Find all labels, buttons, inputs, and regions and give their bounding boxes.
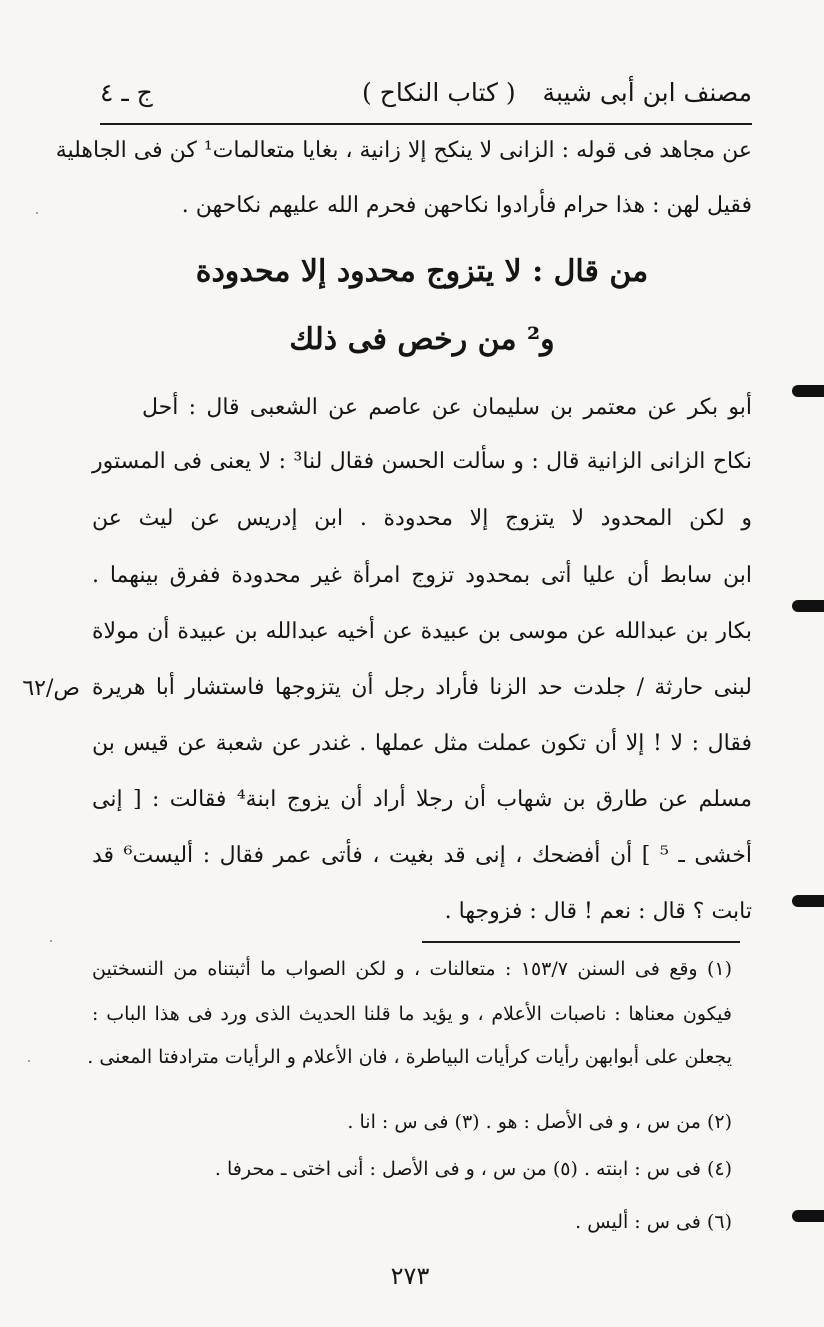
running-header bbox=[92, 72, 752, 118]
footnote-line: یجعلن علی أبوابهن رأیات کرأیات البیاطرة ، فان الأعلام و الرأیات مترادفتا المعنى . bbox=[87, 1046, 732, 1068]
paragraph-line: أخشى ـ ⁵ ] أن أفضحك ، إنی قد بغیت ، فأتى عمر فقال : ألیست⁶ قد bbox=[92, 843, 753, 868]
footnote-separator bbox=[422, 941, 740, 943]
page-number: ٢٧٣ bbox=[390, 1262, 430, 1290]
footnote-line: (١) وقع فی السنن ١٥٣/٧ : متعالنات ، و لکن الصواب ما أثبتناه من النسختین bbox=[92, 958, 732, 980]
scan-speck bbox=[50, 940, 52, 942]
binding-mark bbox=[792, 385, 824, 397]
paragraph-line: أبو بکر عن معتمر بن سلیمان عن عاصم عن الشعبی قال : أحل bbox=[142, 395, 752, 420]
paragraph-line: بکار بن عبدالله عن موسى بن عبیدة عن أخیه عبدالله بن عبیدة أن مولاة bbox=[92, 619, 752, 644]
paragraph-line: و لکن المحدود لا یتزوج إلا محدودة . ابن إدریس عن لیث عن bbox=[92, 506, 752, 531]
paragraph-line: ابن سابط أن علیا أتی بمحدود تزوج امرأة غیر محدودة ففرق بینهما . bbox=[92, 563, 752, 588]
section-title: ( کتاب النکاح ) bbox=[362, 78, 516, 107]
chapter-heading: من قال : لا یتزوج محدود إلا محدودة bbox=[195, 254, 649, 289]
binding-mark bbox=[792, 600, 824, 612]
binding-mark bbox=[792, 1210, 824, 1222]
footnote-line: فیکون معناها : ناصبات الأعلام ، و یؤید ما قلنا الحدیث الذی ورد فی هذا الباب : bbox=[92, 1003, 732, 1025]
scan-speck bbox=[36, 212, 38, 214]
text-line: فقیل لهن : هذا حرام فأرادوا نکاحهن فحرم الله علیهم نکاحهن . bbox=[181, 193, 752, 218]
book-title: مصنف ابن أبی شیبة bbox=[542, 78, 752, 107]
binding-mark bbox=[792, 895, 824, 907]
footnote-line: (٤) فی س : ابنته . (٥) من س ، و فی الأصل : أنی اختی ـ محرفا . bbox=[214, 1158, 732, 1180]
paragraph-line: لبنی حارثة / جلدت حد الزنا فأراد رجل أن یتزوجها فاستشار أبا هریرة bbox=[92, 675, 752, 700]
chapter-subheading: و² من رخص فی ذلك bbox=[289, 322, 555, 357]
paragraph-line: فقال : لا ! إلا أن تکون عملت مثل عملها . غندر عن شعبة عن قیس بن bbox=[92, 731, 752, 756]
text-line: عن مجاهد فی قوله : الزانی لا ینکح إلا زانیة ، بغایا متعالمات¹ کن فی الجاهلیة bbox=[55, 138, 752, 163]
paragraph-line: تابت ؟ قال : نعم ! قال : فزوجها . bbox=[444, 899, 752, 924]
volume-number: ج ـ ٤ bbox=[100, 78, 153, 107]
header-rule bbox=[100, 123, 752, 125]
footnote-line: (٦) فی س : ألیس . bbox=[575, 1211, 732, 1233]
paragraph-line: مسلم عن طارق بن شهاب أن رجلا أراد أن یزوج ابنة⁴ فقالت : [ إنی bbox=[92, 787, 752, 812]
paragraph-line: نکاح الزانی الزانیة قال : و سألت الحسن فقال لنا³ : لا یعنی فی المستور bbox=[92, 449, 752, 474]
margin-page-reference: ص/٦٢ bbox=[22, 676, 80, 701]
footnote-line: (٢) من س ، و فی الأصل : هو . (٣) فی س : انا . bbox=[347, 1111, 732, 1133]
scan-speck bbox=[28, 1060, 30, 1062]
